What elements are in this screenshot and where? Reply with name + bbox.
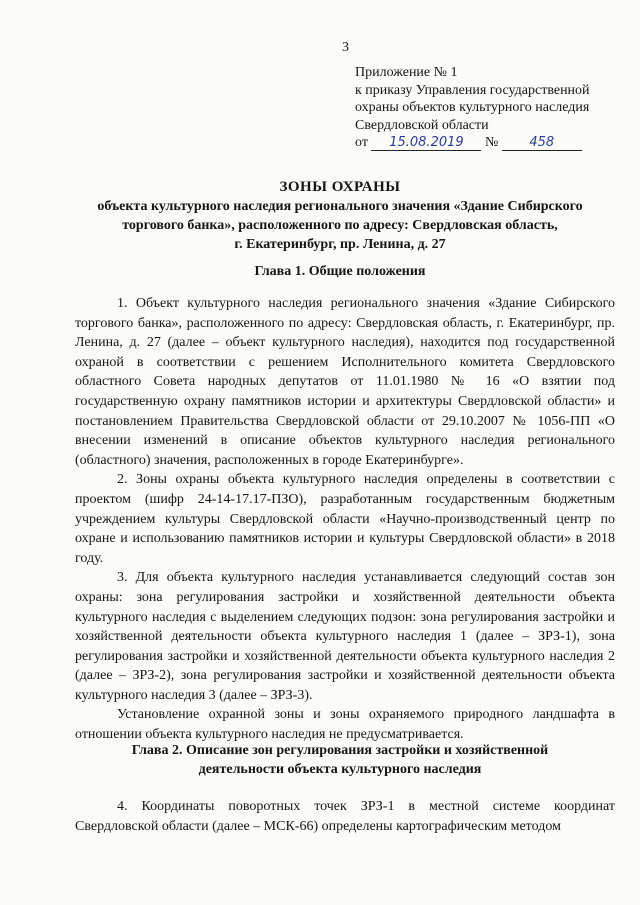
handwritten-date: 15.08.2019 bbox=[371, 135, 481, 151]
number-label: № bbox=[484, 135, 499, 150]
title-heading: ЗОНЫ ОХРАНЫ bbox=[279, 179, 401, 195]
paragraph: Установление охранной зоны и зоны охраняемого природного ландшафта в отношении объекта культурного наследия не предусматривается. bbox=[75, 707, 615, 743]
document-title bbox=[60, 178, 620, 254]
appendix-line: к приказу Управления государственной bbox=[355, 82, 590, 98]
paragraph: 3. Для объекта культурного наследия устанавливается следующий состав зон охраны: зона регулирования застройки и хозяйственной деятельности объекта культурного наследия с выделением следующих подзон: зона регулирования застройки и хозяйственной деятельности объекта культурного наследия 1 (далее – ЗРЗ-1), зона регулирования застройки и хозяйственной деятельности объекта культурного наследия 2 (далее – ЗРЗ-2), зона регулирования застройки и хозяйственной деятельности объекта культурного наследия 3 (далее – ЗРЗ-3). bbox=[75, 570, 615, 703]
paragraph: 1. Объект культурного наследия регионального значения «Здание Сибирского торгового банка», расположенного по адресу: Свердловская область, г. Екатеринбург, пр. Ленина, д. 27 (далее – объект культурного наследия), находится под государственной охраной в соответствии с решением Исполнительного комитета Свердловского областного Совета народных депутатов от 11.01.1980 № 16 «О взятии под государственную охрану памятников истории и архитектуры Свердловской области» и постановлением Правительства Свердловской области от 29.10.2007 № 1056-ПП «О внесении изменений в описание объектов культурного наследия регионального (областного) значения, расположенных в городе Екатеринбурге». bbox=[75, 296, 615, 468]
chapter-2-heading-line: Глава 2. Описание зон регулирования застройки и хозяйственной bbox=[131, 743, 549, 758]
appendix-line: Свердловской области bbox=[355, 117, 489, 133]
title-subline: торгового банка», расположенного по адресу: Свердловская область, bbox=[122, 218, 558, 233]
appendix-line: охраны объектов культурного наследия bbox=[355, 100, 590, 115]
title-subline: г. Екатеринбург, пр. Ленина, д. 27 bbox=[234, 237, 446, 252]
title-subline: объекта культурного наследия регионального значения «Здание Сибирского bbox=[97, 199, 583, 214]
handwritten-number: 458 bbox=[502, 135, 582, 151]
paragraph: 4. Координаты поворотных точек ЗРЗ-1 в местной системе координат Свердловской области (далее – МСК-66) определены картографическим методом bbox=[75, 799, 615, 834]
order-date-number-row bbox=[355, 134, 640, 152]
date-prefix: от bbox=[355, 135, 368, 150]
appendix-header bbox=[355, 64, 640, 152]
chapter-2-heading-line: деятельности объекта культурного наследия bbox=[198, 762, 482, 777]
chapter-1-body bbox=[75, 294, 615, 745]
chapter-2-heading bbox=[60, 741, 620, 779]
page-number: 3 bbox=[342, 40, 349, 55]
chapter-2-body bbox=[75, 797, 615, 836]
appendix-line: Приложение № 1 bbox=[355, 65, 458, 80]
chapter-1-heading: Глава 1. Общие положения bbox=[254, 264, 426, 279]
paragraph: 2. Зоны охраны объекта культурного наследия определены в соответствии с проектом (шифр 24-14-17.17-ПЗО), разработанным государственным бюджетным учреждением культуры Свердловской области «Научно-производственный центр по охране и использованию памятников истории и культуры Свердловской области» в 2018 году. bbox=[75, 472, 615, 566]
